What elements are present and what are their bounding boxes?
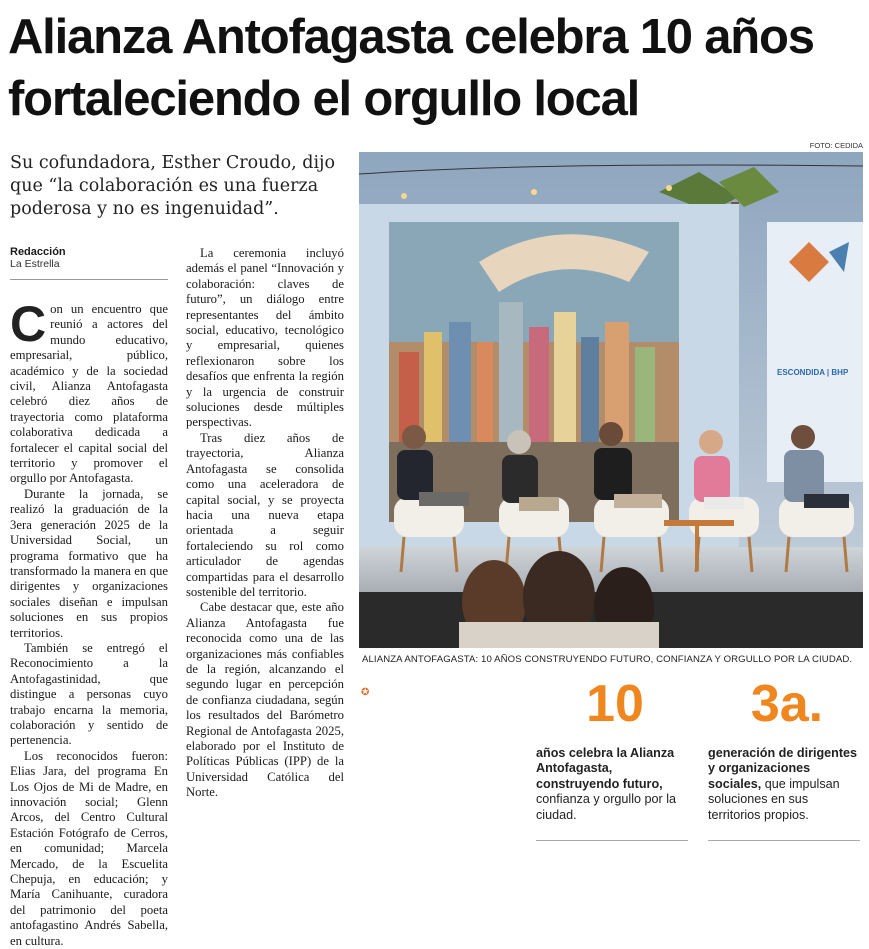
photo-credit: FOTO: CEDIDA [809, 141, 863, 150]
paragraph-4: Los reconocidos fueron: Elias Jara, del programa En Los Ojos de Mi de Madre, en innovación social; Glenn Arcos, del Centro Cultural Estación Fotógrafo de Cerros, en comunidad; Marcela Mercado, de la Escuelita Chepuja, en educación; y María Canihuante, curadora del patrimonio del poeta antofagastino Andrés Sabella, en cultura. [10, 748, 168, 948]
stat-number-years: 10 [586, 675, 644, 733]
drop-cap: C [10, 296, 47, 352]
stat-divider-years [536, 840, 688, 841]
paragraph-3: También se entregó el Reconocimiento a la Antofagastinidad, que distingue a personas cuyo trabajo encarna la memoria, colaboración y sentido de pertenencia. [10, 640, 168, 748]
photo-caption: ALIANZA ANTOFAGASTA: 10 AÑOS CONSTRUYENDO FUTURO, CONFIANZA Y ORGULLO POR LA CIUDAD. [362, 654, 853, 665]
paragraph-6: Tras diez años de trayectoria, Alianza Antofagasta se consolida como una aceleradora de capital social, y se proyecta hacia una nueva etapa orientada a seguir fortaleciendo su rol como articulador de agendas compartidas para el desarrollo sostenible del territorio. [186, 430, 344, 599]
byline-divider [10, 279, 168, 280]
article-ending [361, 684, 519, 700]
event-photo [359, 152, 863, 648]
headline: Alianza Antofagasta celebra 10 años fortaleciendo el orgullo local [8, 10, 814, 126]
stat-description-generation: generación de dirigentes y organizaciones sociales, que impulsan soluciones en sus territorios propios. [708, 746, 858, 822]
stat-description-years: años celebra la Alianza Antofagasta, construyendo futuro, confianza y orgullo por la ciudad. [536, 746, 677, 822]
paragraph-2: Durante la jornada, se realizó la graduación de la 3era generación 2025 de la Universidad Social, un programa formativo que ha transformado la manera en que dirigentes y organizaciones sociales diseñan e impulsan soluciones en sus propios territorios. [10, 486, 168, 640]
subheadline: Su cofundadora, Esther Croudo, dijo que “la colaboración es una fuerza poderosa y no es ingenuidad”. [10, 153, 336, 219]
event-photo-illustration [359, 152, 863, 648]
article-column-2 [186, 246, 344, 858]
byline [10, 246, 168, 270]
article-column-3 [361, 684, 519, 858]
end-mark: ✪ [361, 687, 370, 698]
banner-text: ESCONDIDA | BHP [777, 368, 849, 377]
byline-author: Redacción [10, 246, 66, 258]
stat-divider-generation [708, 840, 860, 841]
stat-number-generation: 3a. [750, 675, 824, 733]
paragraph-7: Cabe destacar que, este año Alianza Antofagasta fue reconocida como una de las organizaciones más confiables de la región, alcanzando el segundo lugar en percepción de confianza ciudadana, según los resultados del Barómetro Regional de Antofagasta 2025, elaborado por el Instituto de Políticas Públicas (IPP) de la Universidad Católica del Norte. [186, 600, 344, 800]
paragraph-5: La ceremonia incluyó además el panel “Innovación y colaboración: claves de futuro”, un diálogo entre representantes del ámbito social, educativo, tecnológico y empresarial, quienes reflexionaron sobre los desafíos que enfrenta la región y la urgencia de construir soluciones desde múltiples perspectivas. [186, 246, 344, 430]
byline-publication: La Estrella [10, 258, 60, 270]
article-column-1 [10, 296, 168, 948]
paragraph-1: Con un encuentro que reunió a actores del mundo educativo, empresarial, público, académico y de la sociedad civil, Alianza Antofagasta celebró diez años de trayectoria como plataforma colaborativa dedicada a fortalecer el capital social del territorio y promover el orgullo por Antofagasta. [10, 296, 168, 486]
